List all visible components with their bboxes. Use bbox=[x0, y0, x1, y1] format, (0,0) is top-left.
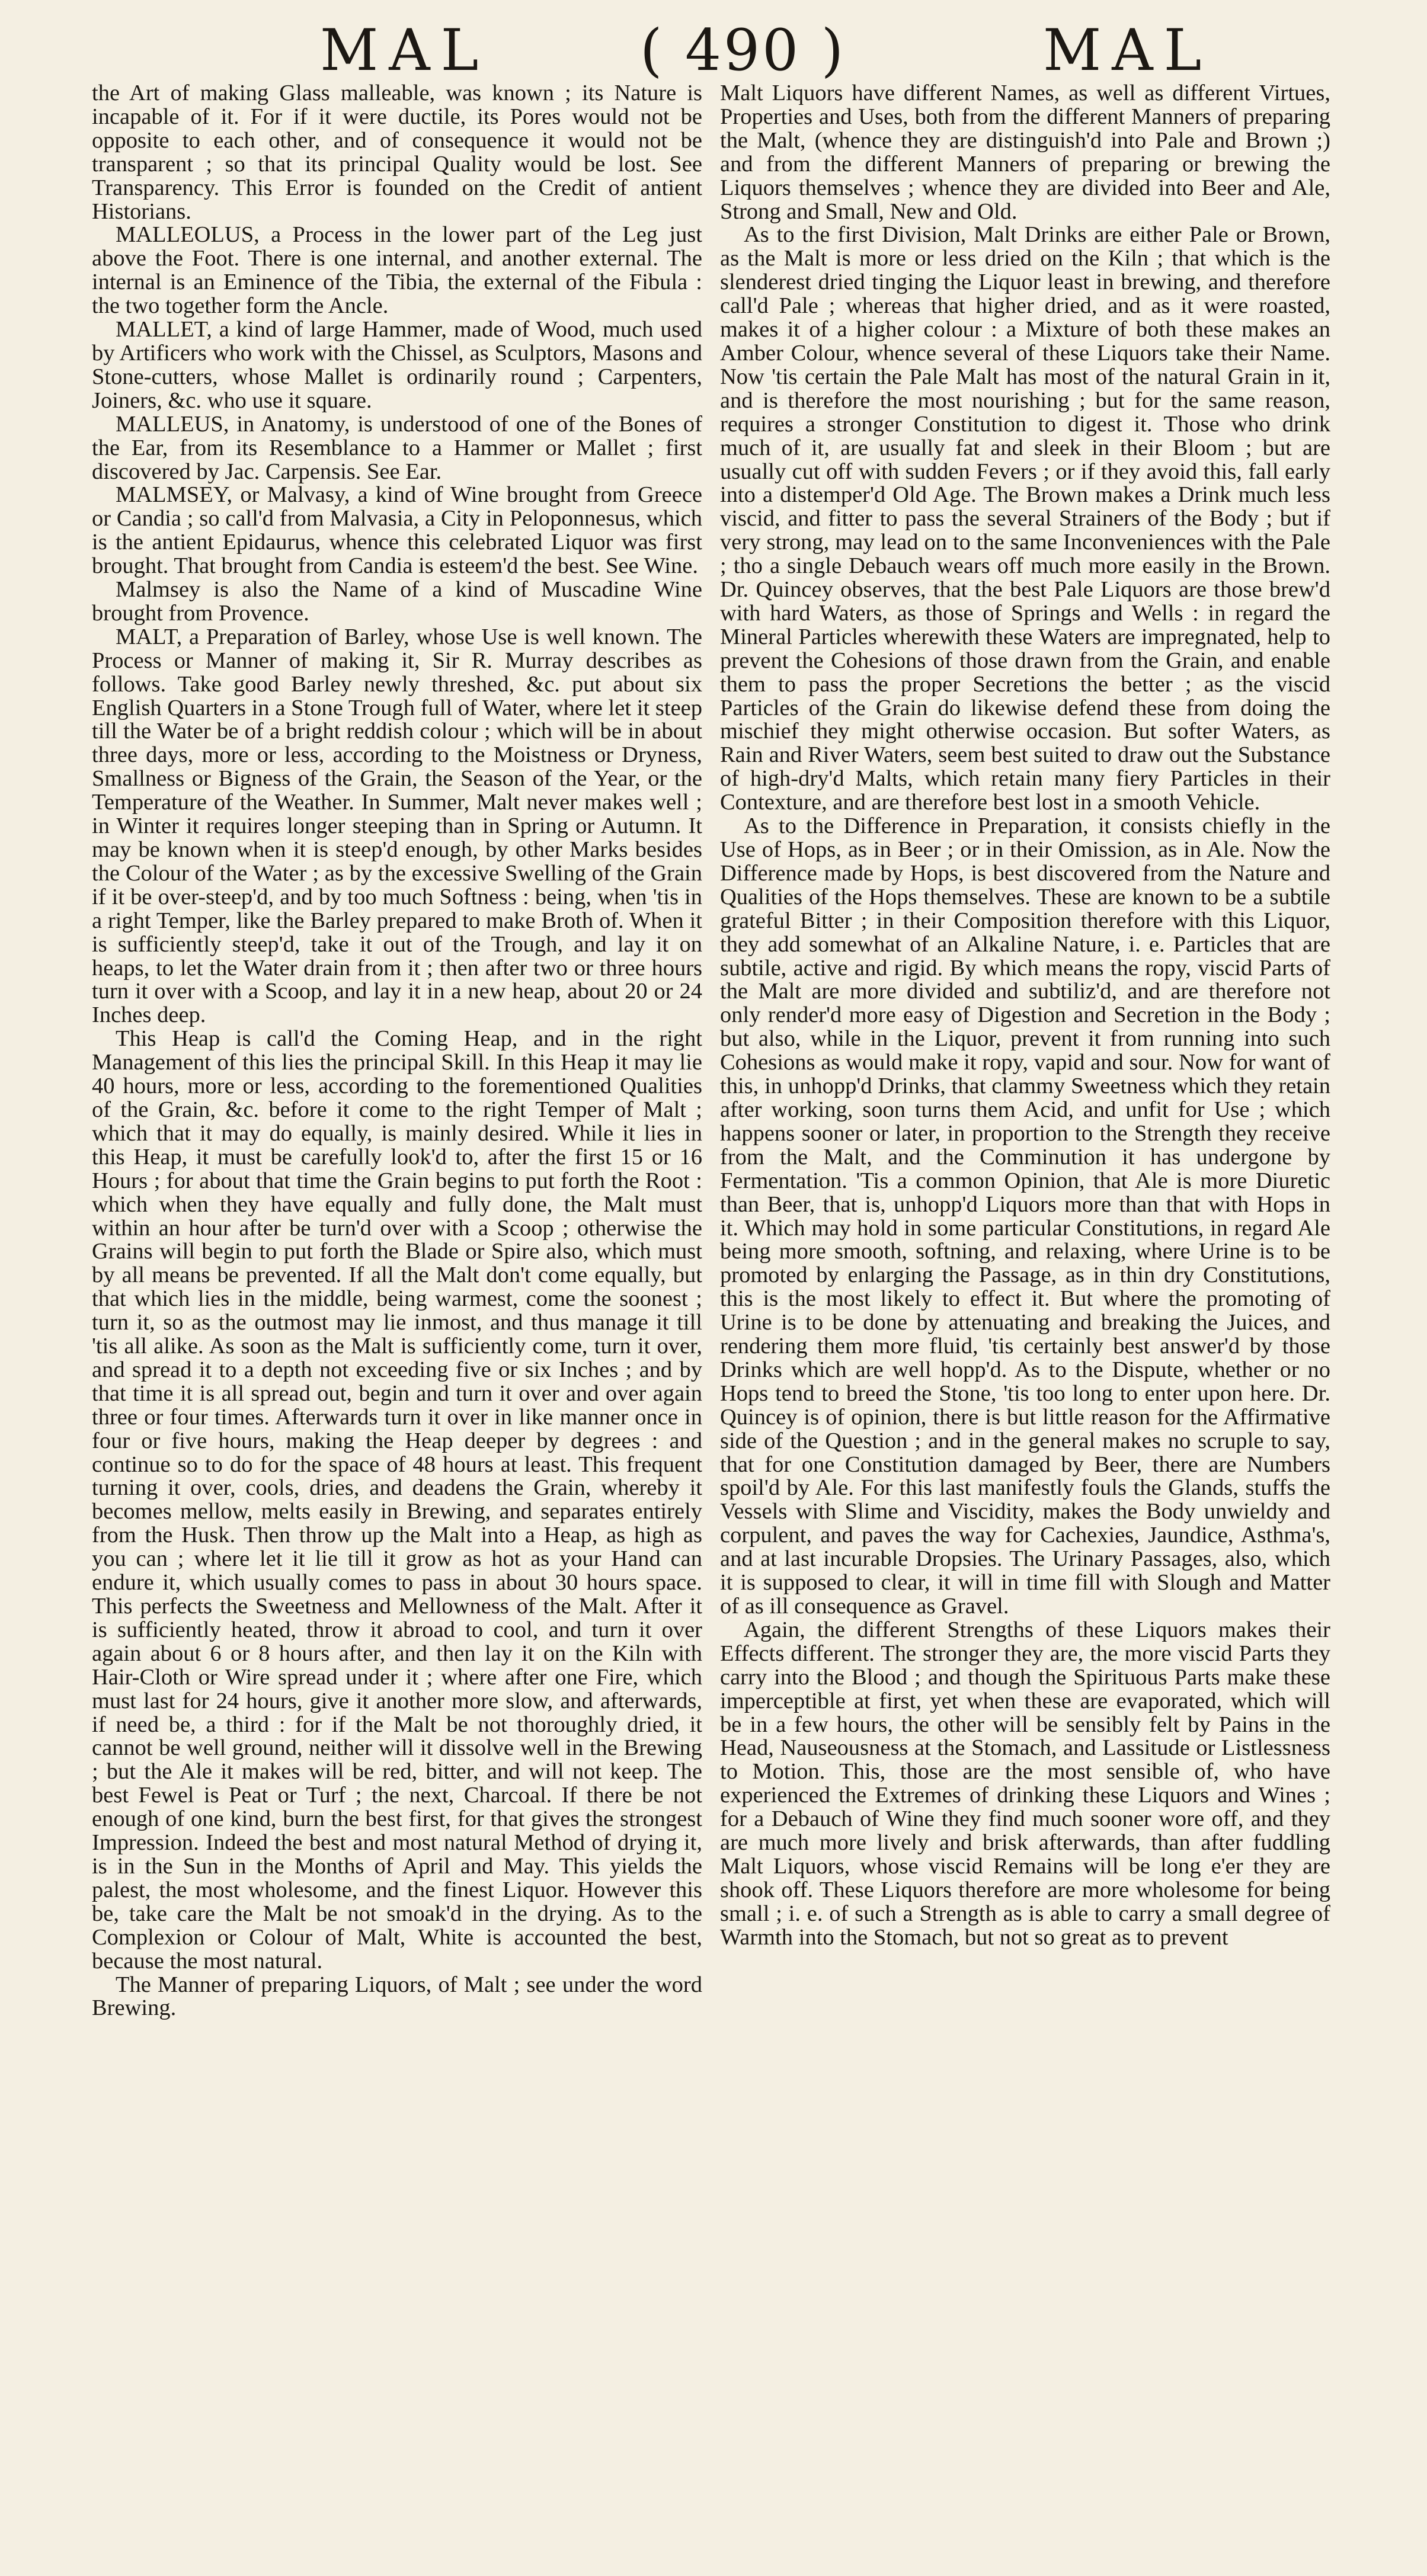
header-left-headword: MAL bbox=[320, 17, 489, 84]
paragraph-strengths: Again, the different Strengths of these Liquors makes their Effects different. The stronger they are, the more viscid Parts they carry into the Blood ; and though the Spirituous Parts make these imperceptible at first, yet when these are evaporated, which will be in a few hours, the other will be sensibly felt by Pains in the Head, Nauseousness at the Stomach, and Lassitude or Listlessness to Motion. This, those are the most sensible of, who have experienced the Extremes of drinking these Liquors and Wines ; for a Debauch of Wine they find much sooner wore off, and they are much more lively and brisk afterwards, than after fuddling Malt Liquors, whose viscid Remains will be long e'er they are shook off. These Liquors therefore are more wholesome for being small ; i. e. of such a Strength as is able to carry a small degree of Warmth into the Stomach, but not so great as to prevent bbox=[720, 1617, 1330, 1950]
paragraph-brewing-reference: The Manner of preparing Liquors, of Malt ; see under the word Brewing. bbox=[92, 1972, 702, 2021]
running-header bbox=[71, 18, 1375, 83]
paragraph-glass-continued: the Art of making Glass malleable, was known ; its Nature is incapable of it. For if it were ductile, its Pores would not be opposite to each other, and of consequence it would not be transparent ; so that its principal Quality would be lost. See Transparency. This Error is founded on the Credit of antient Historians. bbox=[92, 81, 702, 224]
paragraph-malt-liquors: Malt Liquors have different Names, as well as different Virtues, Properties and Uses, both from the different Manners of preparing the Malt, (whence they are distinguish'd into Pale and Brown ;) and from the different Manners of preparing or brewing the Liquors themselves ; whence they are divided into Beer and Ale, Strong and Small, New and Old. bbox=[720, 81, 1330, 224]
entry-malleus: MALLEUS, in Anatomy, is understood of one of the Bones of the Ear, from its Resemblance to a Hammer or Mallet ; first discovered by Jac. Carpensis. See Ear. bbox=[92, 411, 702, 484]
paragraph-hops: As to the Difference in Preparation, it consists chiefly in the Use of Hops, as in Beer ; or in their Omission, as in Ale. Now the Difference made by Hops, is best discovered from the Nature and Qualities of the Hops themselves. These are known to be a subtile grateful Bitter ; in their Composition therefore with this Liquor, they add somewhat of an Alkaline Nature, i. e. Particles that are subtile, active and rigid. By which means the ropy, viscid Parts of the Malt are more divided and subtiliz'd, and are therefore not only render'd more easy of Digestion and Secretion in the Body ; but also, while in the Liquor, prevent it from running into such Cohesions as would make it ropy, vapid and sour. Now for want of this, in unhopp'd Drinks, that clammy Sweetness which they retain after working, soon turns them Acid, and unfit for Use ; which happens sooner or later, in proportion to the Strength they receive from the Malt, and the Comminution it has undergone by Fermentation. 'Tis a common Opinion, that Ale is more Diuretic than Beer, that is, unhopp'd Liquors more than that with Hops in it. Which may hold in some particular Constitutions, in regard Ale being more smooth, softning, and relaxing, where Urine is to be promoted by enlarging the Passage, as in thin dry Constitutions, this is the most likely to effect it. But where the promoting of Urine is to be done by attenuating and breaking the Juices, and rendering them more fluid, 'tis certainly best answer'd by those Drinks which are well hopp'd. As to the Dispute, whether or no Hops tend to breed the Stone, 'tis too long to enter upon here. Dr. Quincey is of opinion, there is but little reason for the Affirmative side of the Question ; and in the general makes no scruple to say, that for one Constitution damaged by Beer, there are Numbers spoil'd by Ale. For this last manifestly fouls the Glands, stuffs the Vessels with Slime and Viscidity, makes the Body unwieldy and corpulent, and paves the way for Cachexies, Jaundice, Asthma's, and at last incurable Dropsies. The Urinary Passages, also, which it is supposed to clear, it will in time fill with Slough and Matter of as ill consequence as Gravel. bbox=[720, 813, 1330, 1619]
header-right-headword: MAL bbox=[1043, 17, 1212, 84]
entry-malmsey: MALMSEY, or Malvasy, a kind of Wine brought from Greece or Candia ; so call'd from Malvasia, a City in Peloponnesus, which is the antient Epidaurus, whence this celebrated Liquor was first brought. That brought from Candia is esteem'd the best. See Wine. bbox=[92, 482, 702, 579]
left-column bbox=[92, 82, 702, 2020]
entry-mallet: MALLET, a kind of large Hammer, made of Wood, much used by Artificers who work with the Chissel, as Sculptors, Masons and Stone-cutters, whose Mallet is ordinarily round ; Carpenters, Joiners, &c. who use it square. bbox=[92, 317, 702, 413]
paragraph-pale-brown: As to the first Division, Malt Drinks are either Pale or Brown, as the Malt is more or less dried on the Kiln ; that which is the slenderest dried tinging the Liquor least in brewing, and therefore call'd Pale ; whereas that higher dried, and as it were roasted, makes it of a higher colour : a Mixture of both these makes an Amber Colour, whence several of these Liquors take their Name. Now 'tis certain the Pale Malt has most of the natural Grain in it, and is therefore the most nourishing ; but for the same reason, requires a stronger Constitution to digest it. Those who drink much of it, are usually fat and sleek in their Bloom ; but are usually cut off with sudden Fevers ; or if they avoid this, fall early into a distemper'd Old Age. The Brown makes a Drink much less viscid, and fitter to pass the several Strainers of the Body ; but if very strong, may lead on to the same Inconveniences with the Pale ; tho a single Debauch wears off much more easily in the Brown. Dr. Quincey observes, that the best Pale Liquors are those brew'd with hard Waters, as those of Springs and Wells : in regard the Mineral Particles wherewith these Waters are impregnated, help to prevent the Cohesions of those drawn from the Grain, and enable them to pass the proper Secretions the better ; as the viscid Particles of the Grain do likewise defend these from doing the mischief they might otherwise occasion. But softer Waters, as Rain and River Waters, seem best suited to draw out the Substance of high-dry'd Malts, which retain many fiery Particles in their Contexture, and are therefore best lost in a smooth Vehicle. bbox=[720, 222, 1330, 815]
paragraph-coming-heap: This Heap is call'd the Coming Heap, and in the right Management of this lies the principal Skill. In this Heap it may lie 40 hours, more or less, according to the forementioned Qualities of the Grain, &c. before it come to the right Temper of Malt ; which that it may do equally, is mainly desired. While it lies in this Heap, it must be carefully look'd to, after the first 15 or 16 Hours ; for about that time the Grain begins to put forth the Root : which when they have equally and fully done, the Malt must within an hour after be turn'd over with a Scoop ; otherwise the Grains will begin to put forth the Blade or Spire also, which must by all means be prevented. If all the Malt don't come equally, but that which lies in the middle, being warmest, come the soonest ; turn it, so as the outmost may lie inmost, and thus manage it till 'tis all alike. As soon as the Malt is sufficiently come, turn it over, and spread it to a depth not exceeding five or six Inches ; and by that time it is all spread out, begin and turn it over and over again three or four times. Afterwards turn it over in like manner once in four or five hours, making the Heap deeper by degrees : and continue so to do for the space of 48 hours at least. This frequent turning it over, cools, dries, and deadens the Grain, whereby it becomes mellow, melts easily in Brewing, and separates entirely from the Husk. Then throw up the Malt into a Heap, as high as you can ; where let it lie till it grow as hot as your Hand can endure it, which usually comes to pass in about 30 hours space. This perfects the Sweetness and Mellowness of the Malt. After it is sufficiently heated, throw it abroad to cool, and turn it over again about 6 or 8 hours after, and then lay it on the Kiln with Hair-Cloth or Wire spread under it ; where after one Fire, which must last for 24 hours, give it another more slow, and afterwards, if need be, a third : for if the Malt be not thoroughly dried, it cannot be well ground, neither will it dissolve well in the Brewing ; but the Ale it makes will be red, bitter, and will not keep. The best Fewel is Peat or Turf ; the next, Charcoal. If there be not enough of one kind, burn the best first, for that gives the strongest Impression. Indeed the best and most natural Method of drying it, is in the Sun in the Months of April and May. This yields the palest, the most wholesome, and the finest Liquor. However this be, take care the Malt be not smoak'd in the drying. As to the Complexion or Colour of Malt, White is accounted the best, because the most natural. bbox=[92, 1026, 702, 1973]
page-number: ( 490 ) bbox=[640, 17, 846, 84]
right-column bbox=[720, 82, 1330, 1950]
entry-malmsey-muscadine: Malmsey is also the Name of a kind of Muscadine Wine brought from Provence. bbox=[92, 577, 702, 626]
entry-malt: MALT, a Preparation of Barley, whose Use is well known. The Process or Manner of making it, Sir R. Murray describes as follows. Take good Barley newly threshed, &c. put about six English Quarters in a Stone Trough full of Water, where let it steep till the Water be of a bright reddish colour ; which will be in about three days, more or less, according to the Moistness or Dryness, Smallness or Bigness of the Grain, the Season of the Year, or the Temperature of the Weather. In Summer, Malt never makes well ; in Winter it requires longer steeping than in Spring or Autumn. It may be known when it is steep'd enough, by other Marks besides the Colour of the Water ; as by the excessive Swelling of the Grain if it be over-steep'd, and by too much Softness : being, when 'tis in a right Temper, like the Barley prepared to make Broth of. When it is sufficiently steep'd, take it out of the Trough, and lay it on heaps, to let the Water drain from it ; then after two or three hours turn it over with a Scoop, and lay it in a new heap, about 20 or 24 Inches deep. bbox=[92, 624, 702, 1028]
entry-malleolus: MALLEOLUS, a Process in the lower part of the Leg just above the Foot. There is one internal, and another external. The internal is an Eminence of the Tibia, the external of the Fibula : the two together form the Ancle. bbox=[92, 222, 702, 319]
